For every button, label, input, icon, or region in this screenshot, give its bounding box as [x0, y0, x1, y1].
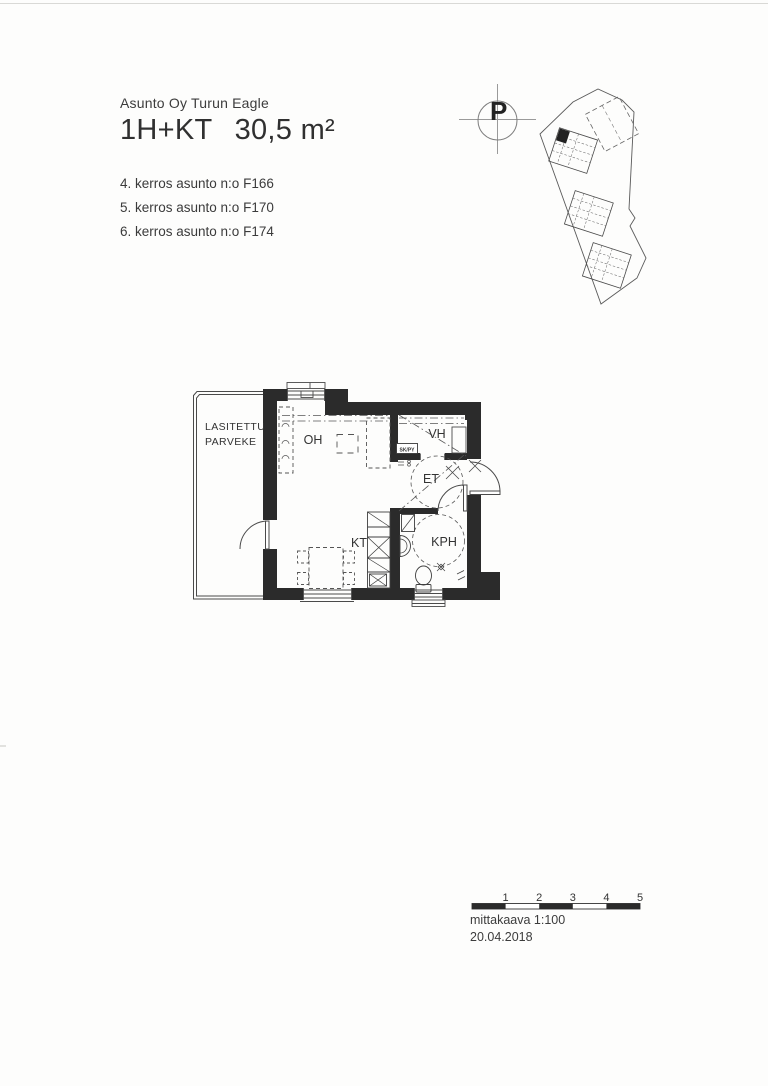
room-label-kitchen: KT	[351, 536, 367, 550]
apartment-list-item: 5. kerros asunto n:o F170	[120, 200, 274, 215]
scale-tick-label: 4	[603, 892, 610, 904]
site-building-divider	[602, 105, 622, 142]
window-bottom-living	[300, 588, 354, 602]
washbasin-inner	[400, 539, 407, 553]
scan-top-line	[0, 3, 768, 4]
scale-tick-label: 1	[502, 892, 509, 904]
scale-bar-segment	[472, 904, 506, 910]
jamb-symbol	[398, 462, 404, 465]
site-building-3	[582, 243, 631, 289]
window-panes	[300, 588, 354, 602]
floor-plan	[185, 375, 505, 610]
scale-bar-segment	[539, 904, 573, 910]
wall-top-right	[348, 402, 467, 415]
appliance-diagonals	[368, 512, 391, 572]
window-top	[287, 383, 325, 402]
scale-tick-label: 3	[569, 892, 576, 904]
dining-chairs	[298, 551, 355, 585]
header	[120, 95, 335, 147]
window-panes	[414, 588, 443, 600]
threshold-cross	[469, 460, 481, 472]
site-building-1	[549, 128, 598, 174]
outlet-symbol	[408, 463, 411, 466]
site-building-units	[564, 191, 613, 237]
apartment-list	[120, 172, 274, 244]
door-arc	[438, 485, 464, 511]
room-label-balcony-1: LASITETTU	[205, 421, 266, 433]
entrance-door	[469, 460, 500, 495]
window-vent	[301, 391, 313, 398]
scale-tick-label: 2	[536, 892, 543, 904]
scan-edge-mark	[0, 745, 6, 747]
date-label: 20.04.2018	[470, 930, 533, 944]
room-label-entry: ET	[423, 472, 439, 486]
room-label-living: OH	[303, 433, 323, 447]
balcony-door	[240, 521, 269, 549]
window-bottom-bathroom	[412, 588, 445, 607]
scale-bar-segment	[606, 904, 640, 910]
room-label-balcony-2: PARVEKE	[205, 436, 257, 448]
room-label-closet: VH	[428, 427, 446, 441]
wardrobe-dashed	[279, 407, 293, 473]
shower-rail-marks	[457, 571, 465, 581]
wall-bottom-left	[263, 588, 303, 600]
scale-label: mittakaava 1:100	[470, 913, 566, 927]
living-table-dashed	[337, 435, 358, 454]
door-leaf	[464, 485, 468, 511]
wall-kph-left	[390, 514, 400, 588]
apartment-title	[120, 114, 335, 147]
washing-machine-diagonal	[402, 515, 415, 532]
toilet-tank	[416, 585, 431, 593]
outlet-symbol	[408, 460, 411, 463]
kitchen-base-cross	[370, 574, 387, 586]
wall-bottom-middle	[352, 588, 414, 600]
wardrobe-hooks	[282, 424, 289, 459]
wall-vh-bottom-left	[390, 453, 420, 460]
site-building-dashed	[585, 97, 638, 152]
apartment-list-item: 4. kerros asunto n:o F166	[120, 176, 274, 191]
ceiling-line-living	[282, 416, 389, 422]
apartment-list-item: 6. kerros asunto n:o F174	[120, 224, 274, 239]
wall-right-upper	[467, 402, 481, 459]
site-building-2	[564, 191, 613, 237]
scale-tick-label: 5	[636, 892, 644, 904]
sofa-dashed	[367, 418, 391, 468]
housing-company-name: Asunto Oy Turun Eagle	[120, 95, 269, 111]
room-label-utility: SK/PY	[399, 447, 415, 454]
window-sill-outer	[287, 383, 325, 389]
entry-cross-mark	[446, 466, 459, 479]
site-plan	[530, 80, 655, 315]
apartment-area: 30,5 m²	[234, 114, 335, 146]
dining-table	[309, 548, 343, 589]
door-arc	[240, 521, 268, 549]
site-building-units	[582, 243, 631, 289]
apartment-type: 1H+KT	[120, 114, 213, 146]
door-leaf	[470, 491, 500, 495]
scale-tick-labels	[503, 892, 644, 904]
room-labels	[205, 421, 457, 550]
wall-kph-top	[390, 508, 438, 514]
kitchen-cabinets	[368, 512, 391, 588]
scale-bar	[462, 885, 652, 913]
washbasin	[400, 536, 411, 557]
toilet-bowl	[416, 566, 432, 585]
wall-right-lower	[467, 495, 481, 573]
wall-top-step	[325, 389, 348, 415]
wall-top-left	[263, 389, 287, 401]
site-building-units	[549, 128, 598, 174]
wall-bottom-right	[443, 588, 473, 600]
room-label-bathroom: KPH	[431, 535, 457, 549]
wall-balcony-upper	[263, 389, 277, 520]
north-label: P	[490, 96, 508, 126]
door-leaf	[266, 521, 270, 549]
bathroom-fixtures	[400, 515, 465, 593]
